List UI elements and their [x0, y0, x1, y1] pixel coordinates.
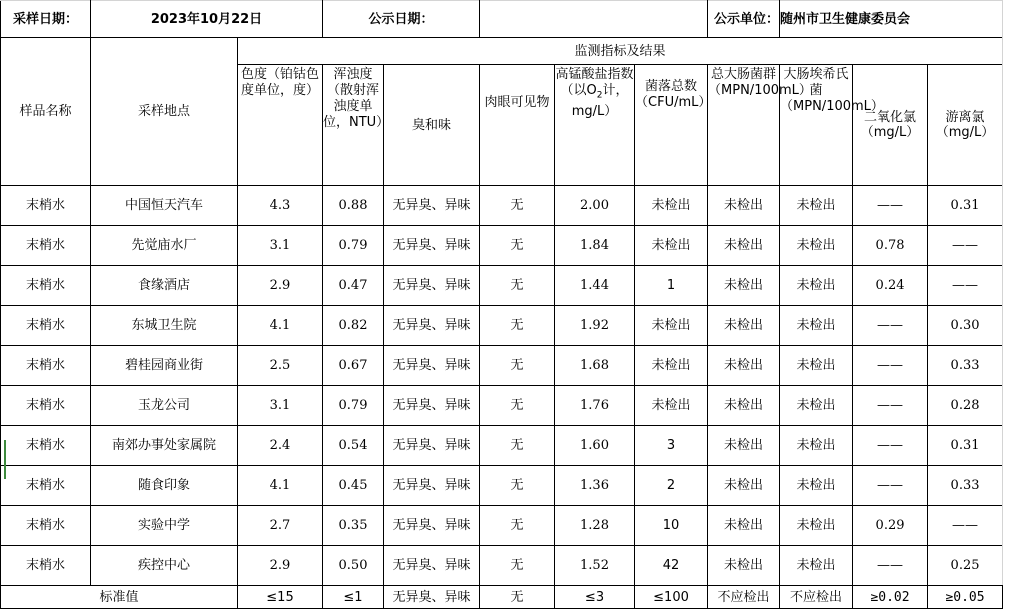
- cell-bacteria: 42: [635, 546, 708, 586]
- cell-visible: 无: [480, 426, 555, 466]
- cell-color: 2.9: [238, 266, 323, 306]
- table-row: [1, 266, 1003, 306]
- cell-odor: 无异臭、异味: [384, 426, 480, 466]
- cell-permanganate: 1.36: [555, 466, 635, 506]
- cell-cl: ——: [928, 226, 1003, 266]
- info-row: [1, 1, 1003, 38]
- cell-turbidity: 0.47: [323, 266, 384, 306]
- cell-turbidity: 0.54: [323, 426, 384, 466]
- cell-color: 2.5: [238, 346, 323, 386]
- cell-permanganate: 1.44: [555, 266, 635, 306]
- cell-bacteria: 10: [635, 506, 708, 546]
- cell-turbidity: 0.82: [323, 306, 384, 346]
- data-rows: [1, 186, 1003, 586]
- col-color: 色度（铂钴色度单位，度）: [238, 65, 323, 186]
- cell-ecoli: 未检出: [780, 546, 853, 586]
- cell-permanganate: 1.92: [555, 306, 635, 346]
- selected-cell-marker: [4, 440, 6, 479]
- cell-color: 2.7: [238, 506, 323, 546]
- cell-permanganate: 1.28: [555, 506, 635, 546]
- cell-color: 3.1: [238, 226, 323, 266]
- cell-color: 4.3: [238, 186, 323, 226]
- col-odor: 臭和味: [384, 65, 480, 186]
- standard-ecoli: 不应检出: [780, 586, 853, 609]
- cell-odor: 无异臭、异味: [384, 386, 480, 426]
- cell-name: 末梢水: [1, 466, 91, 506]
- cell-clo2: ——: [853, 346, 928, 386]
- cell-odor: 无异臭、异味: [384, 546, 480, 586]
- col-location: 采样地点: [91, 38, 238, 186]
- cell-ecoli: 未检出: [780, 386, 853, 426]
- col-turbidity: 浑浊度（散射浑浊度单位，NTU）: [323, 65, 384, 186]
- cell-name: 末梢水: [1, 506, 91, 546]
- cell-ecoli: 未检出: [780, 506, 853, 546]
- group-header-row: [1, 38, 1003, 65]
- cell-ecoli: 未检出: [780, 426, 853, 466]
- standard-permanganate: ≤3: [555, 586, 635, 609]
- cell-turbidity: 0.45: [323, 466, 384, 506]
- cell-cl: 0.31: [928, 186, 1003, 226]
- table-row: [1, 426, 1003, 466]
- cell-name: 末梢水: [1, 266, 91, 306]
- cell-location: 碧桂园商业街: [91, 346, 238, 386]
- table-row: [1, 226, 1003, 266]
- permanganate-sub: 2: [596, 90, 603, 101]
- sample-date-label: 采样日期：: [1, 1, 91, 38]
- cell-odor: 无异臭、异味: [384, 466, 480, 506]
- cell-clo2: 0.24: [853, 266, 928, 306]
- cell-coliform: 未检出: [708, 186, 780, 226]
- cell-coliform: 未检出: [708, 266, 780, 306]
- cell-turbidity: 0.50: [323, 546, 384, 586]
- cell-bacteria: 未检出: [635, 226, 708, 266]
- cell-bacteria: 1: [635, 266, 708, 306]
- cell-color: 2.9: [238, 546, 323, 586]
- cell-location: 中国恒天汽车: [91, 186, 238, 226]
- cell-clo2: ——: [853, 386, 928, 426]
- cell-clo2: ——: [853, 546, 928, 586]
- col-chlorine-dioxide: 二氧化氯（mg/L）: [853, 65, 928, 186]
- publish-date-value: [480, 1, 708, 38]
- publisher-label: 公示单位：: [708, 1, 780, 38]
- cell-clo2: ——: [853, 186, 928, 226]
- cell-ecoli: 未检出: [780, 306, 853, 346]
- cell-visible: 无: [480, 266, 555, 306]
- cell-ecoli: 未检出: [780, 346, 853, 386]
- cell-name: 末梢水: [1, 426, 91, 466]
- standard-color: ≤15: [238, 586, 323, 609]
- cell-ecoli: 未检出: [780, 226, 853, 266]
- table-row: [1, 186, 1003, 226]
- cell-coliform: 未检出: [708, 226, 780, 266]
- cell-cl: ——: [928, 506, 1003, 546]
- cell-coliform: 未检出: [708, 306, 780, 346]
- table-row: [1, 346, 1003, 386]
- cell-odor: 无异臭、异味: [384, 306, 480, 346]
- cell-permanganate: 2.00: [555, 186, 635, 226]
- cell-cl: 0.25: [928, 546, 1003, 586]
- cell-visible: 无: [480, 186, 555, 226]
- cell-permanganate: 1.76: [555, 386, 635, 426]
- cell-permanganate: 1.52: [555, 546, 635, 586]
- cell-odor: 无异臭、异味: [384, 226, 480, 266]
- table-row: [1, 506, 1003, 546]
- cell-ecoli: 未检出: [780, 266, 853, 306]
- cell-location: 疾控中心: [91, 546, 238, 586]
- cell-visible: 无: [480, 346, 555, 386]
- cell-odor: 无异臭、异味: [384, 186, 480, 226]
- cell-color: 2.4: [238, 426, 323, 466]
- cell-location: 随食印象: [91, 466, 238, 506]
- cell-bacteria: 未检出: [635, 186, 708, 226]
- cell-turbidity: 0.67: [323, 346, 384, 386]
- cell-cl: 0.28: [928, 386, 1003, 426]
- permanganate-text: 高锰酸盐指数（以O: [555, 67, 634, 98]
- cell-clo2: 0.29: [853, 506, 928, 546]
- standard-turbidity: ≤1: [323, 586, 384, 609]
- cell-bacteria: 3: [635, 426, 708, 466]
- cell-odor: 无异臭、异味: [384, 266, 480, 306]
- gridline: [1002, 0, 1003, 585]
- table-row: [1, 306, 1003, 346]
- col-ecoli: 大肠埃希氏菌（MPN/100mL）: [780, 65, 853, 186]
- col-bacteria: 菌落总数（CFU/mL）: [635, 65, 708, 186]
- col-coliform: 总大肠菌群（MPN/100mL）: [708, 65, 780, 186]
- cell-coliform: 未检出: [708, 426, 780, 466]
- col-group-title: 监测指标及结果: [238, 38, 1003, 65]
- cell-coliform: 未检出: [708, 386, 780, 426]
- table-row: [1, 386, 1003, 426]
- cell-visible: 无: [480, 466, 555, 506]
- cell-bacteria: 未检出: [635, 346, 708, 386]
- cell-ecoli: 未检出: [780, 186, 853, 226]
- standard-clo2: ≥0.02: [853, 586, 928, 609]
- cell-clo2: 0.78: [853, 226, 928, 266]
- cell-name: 末梢水: [1, 306, 91, 346]
- cell-name: 末梢水: [1, 226, 91, 266]
- cell-turbidity: 0.79: [323, 226, 384, 266]
- cell-location: 实验中学: [91, 506, 238, 546]
- cell-turbidity: 0.79: [323, 386, 384, 426]
- cell-visible: 无: [480, 506, 555, 546]
- permanganate-text-2: 计，mg/L）: [571, 83, 629, 119]
- cell-clo2: ——: [853, 306, 928, 346]
- cell-cl: 0.33: [928, 346, 1003, 386]
- cell-visible: 无: [480, 306, 555, 346]
- cell-location: 南郊办事处家属院: [91, 426, 238, 466]
- publish-date-label: 公示日期：: [323, 1, 480, 38]
- cell-coliform: 未检出: [708, 466, 780, 506]
- standard-cl: ≥0.05: [928, 586, 1003, 609]
- cell-bacteria: 2: [635, 466, 708, 506]
- standard-label: 标准值: [1, 586, 238, 609]
- cell-name: 末梢水: [1, 546, 91, 586]
- cell-color: 3.1: [238, 386, 323, 426]
- table-row: [1, 546, 1003, 586]
- cell-coliform: 未检出: [708, 546, 780, 586]
- standard-visible: 无: [480, 586, 555, 609]
- cell-permanganate: 1.60: [555, 426, 635, 466]
- cell-bacteria: 未检出: [635, 386, 708, 426]
- cell-name: 末梢水: [1, 346, 91, 386]
- cell-coliform: 未检出: [708, 346, 780, 386]
- cell-ecoli: 未检出: [780, 466, 853, 506]
- cell-color: 4.1: [238, 466, 323, 506]
- cell-turbidity: 0.35: [323, 506, 384, 546]
- cell-name: 末梢水: [1, 186, 91, 226]
- cell-turbidity: 0.88: [323, 186, 384, 226]
- sample-date-value: 2023年10月22日: [91, 1, 323, 38]
- col-free-chlorine: 游离氯（mg/L）: [928, 65, 1003, 186]
- cell-bacteria: 未检出: [635, 306, 708, 346]
- cell-cl: 0.30: [928, 306, 1003, 346]
- cell-permanganate: 1.68: [555, 346, 635, 386]
- standard-bacteria: ≤100: [635, 586, 708, 609]
- cell-visible: 无: [480, 546, 555, 586]
- cell-location: 玉龙公司: [91, 386, 238, 426]
- cell-cl: ——: [928, 266, 1003, 306]
- cell-coliform: 未检出: [708, 506, 780, 546]
- cell-cl: 0.33: [928, 466, 1003, 506]
- cell-permanganate: 1.84: [555, 226, 635, 266]
- cell-cl: 0.31: [928, 426, 1003, 466]
- col-permanganate: [555, 65, 635, 186]
- cell-visible: 无: [480, 226, 555, 266]
- cell-odor: 无异臭、异味: [384, 506, 480, 546]
- cell-visible: 无: [480, 386, 555, 426]
- standard-coliform: 不应检出: [708, 586, 780, 609]
- cell-location: 先觉庙水厂: [91, 226, 238, 266]
- cell-odor: 无异臭、异味: [384, 346, 480, 386]
- standard-odor: 无异臭、异味: [384, 586, 480, 609]
- cell-location: 食缘酒店: [91, 266, 238, 306]
- cell-color: 4.1: [238, 306, 323, 346]
- cell-name: 末梢水: [1, 386, 91, 426]
- cell-clo2: ——: [853, 426, 928, 466]
- standard-row: [1, 586, 1003, 609]
- col-sample-name: 样品名称: [1, 38, 91, 186]
- cell-clo2: ——: [853, 466, 928, 506]
- cell-location: 东城卫生院: [91, 306, 238, 346]
- table-row: [1, 466, 1003, 506]
- col-visible: 肉眼可见物: [480, 65, 555, 186]
- publisher-value: 随州市卫生健康委员会: [780, 1, 1003, 38]
